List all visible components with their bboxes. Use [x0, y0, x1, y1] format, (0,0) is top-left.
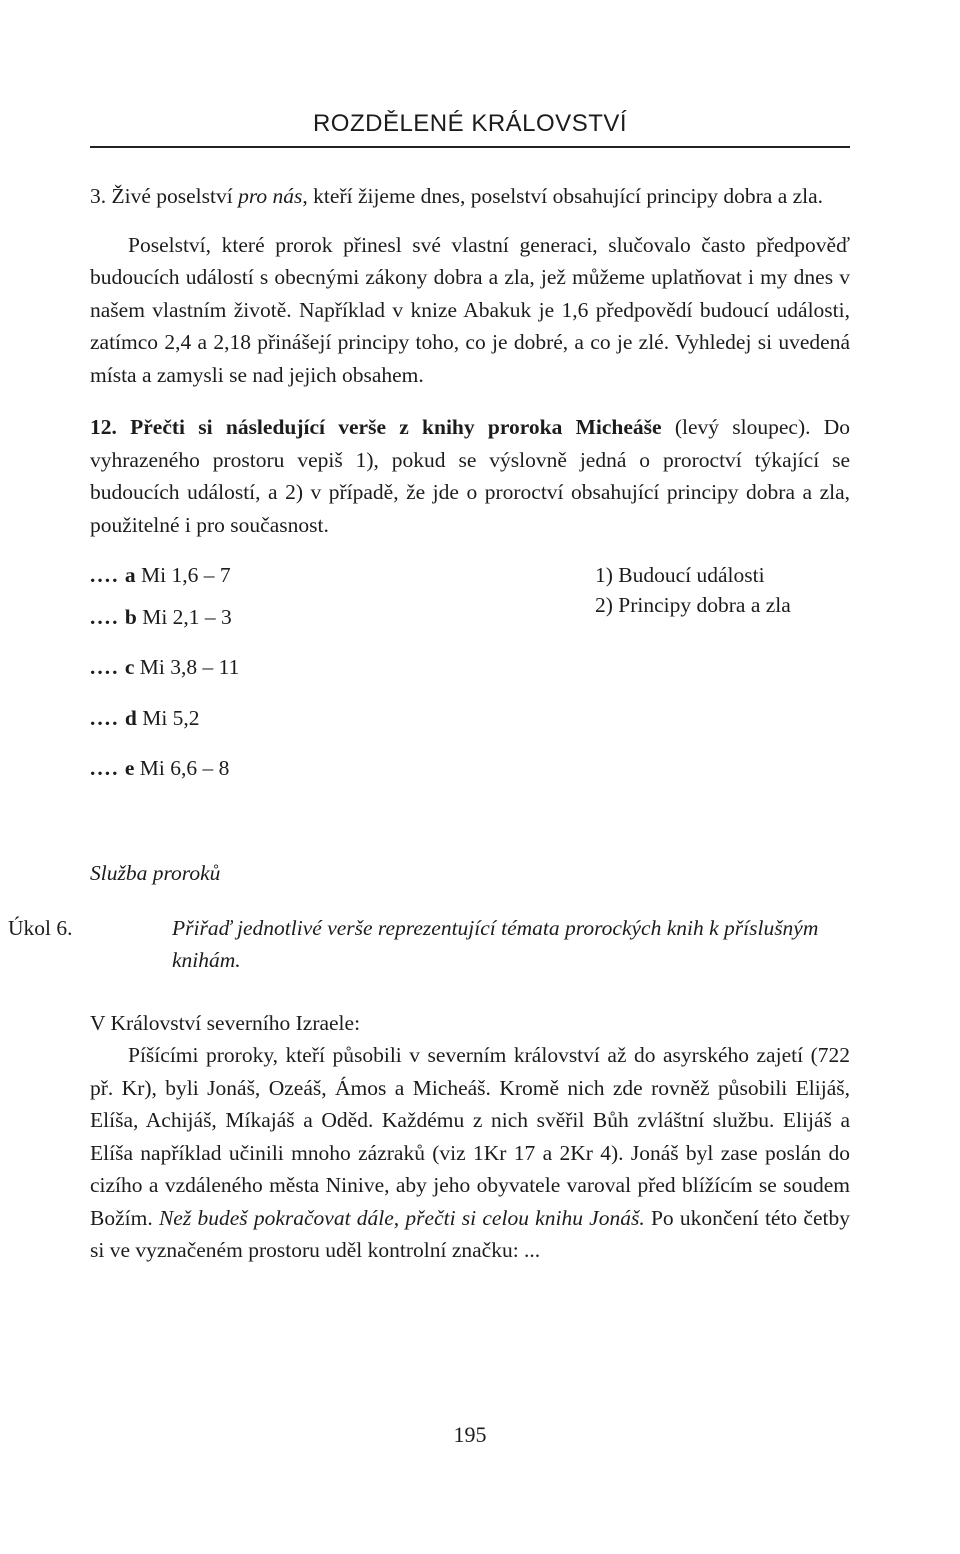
north-paragraph: [90, 1039, 850, 1267]
verse-letter: b: [124, 605, 137, 629]
verse-list: [90, 559, 850, 809]
verse-letter: c: [124, 655, 135, 679]
document-page: [8, 0, 851, 1554]
answer-blank-c[interactable]: ....: [90, 655, 120, 679]
legend-item-2: 2) Principy dobra a zla: [595, 593, 791, 617]
legend-item-1: 1) Budoucí události: [595, 563, 765, 587]
header-rule: [90, 146, 850, 148]
answer-blank-a[interactable]: ....: [90, 563, 120, 587]
section-title: Služba proroků: [90, 861, 221, 885]
verse-ref: Mi 3,8 – 11: [139, 655, 240, 679]
point-3-prefix: 3. Živé poselství: [90, 184, 239, 208]
task-6-text: Přiřaď jednotlivé verše reprezentující témata prorockých knih k příslušným knihám.: [172, 915, 819, 972]
verse-item-e: [90, 752, 229, 785]
exercise-12-rest: (levý sloupec). Do vyhrazeného prostoru vepiš 1), pokud se výslovně jedná o proroctví týkající se budoucích událostí, a 2) v případě, že jde o proroctví obsahující principy dobra a zla, použitelné i pro současnost.: [90, 415, 851, 537]
verse-item-c: [90, 651, 239, 684]
verse-ref: Mi 2,1 – 3: [142, 605, 232, 629]
north-paragraph-b: Po ukončení této četby si ve vyznačeném prostoru uděl kontrolní značku: ...: [90, 1205, 850, 1262]
verse-ref: Mi 5,2: [142, 706, 200, 730]
answer-blank-e[interactable]: ....: [90, 756, 120, 780]
point-3-suffix: , kteří žijeme dnes, poselství obsahující principy dobra a zla.: [302, 184, 824, 208]
verse-item-b: [90, 601, 232, 634]
verse-letter: a: [124, 563, 136, 587]
paragraph-1: Poselství, které prorok přinesl své vlastní generaci, slučovalo často předpověď budoucích událostí s obecnými zákony dobra a zla, jež můžeme uplatňovat i my dnes v našem vlastním životě. Například v knize Abakuk je 1,6 předpovědí budoucí události, zatímco 2,4 a 2,18 přinášejí principy toho, co je dobré, a co je zlé. Vyhledej si uvedená místa a zamysli se nad jejich obsahem.: [90, 232, 850, 387]
point-3-emphasis: pro nás: [238, 184, 303, 208]
verse-letter: d: [124, 706, 137, 730]
verse-letter: e: [124, 756, 135, 780]
task-6-label: Úkol 6.: [8, 915, 73, 940]
north-paragraph-a: Píšícími proroky, kteří působili v severním království až do asyrského zajetí (722 př. Kr), byli Jonáš, Ozeáš, Ámos a Micheáš. Kromě nich zde rovněž působili Elijáš, Elíša, Achijáš, Míkajáš a Oděd. Každému z nich svěřil Bůh zvláštní službu. Elijáš a Elíša například učinili mnoho zázraků (viz 1Kr 17 a 2Kr 4). Jonáš byl zase poslán do cizího a vzdáleného města Ninive, aby jeho obyvatele varoval před blížícím se soudem Božím.: [90, 1043, 850, 1230]
north-heading: V Království severního Izraele:: [90, 1010, 361, 1035]
north-paragraph-emphasis: Než budeš pokračovat dále, přečti si celou knihu Jonáš.: [158, 1205, 645, 1230]
verse-item-a: [90, 559, 231, 592]
page-body: [8, 180, 851, 1267]
task-6: [8, 912, 850, 977]
point-3: [90, 180, 850, 213]
exercise-12-number: 12.: [90, 415, 117, 439]
running-header: ROZDĚLENÉ KRÁLOVSTVÍ: [312, 110, 628, 137]
exercise-12-instruction: Přečti si následující verše z knihy proroka Micheáše: [130, 415, 662, 439]
verse-ref: Mi 1,6 – 7: [141, 563, 231, 587]
answer-blank-d[interactable]: ....: [90, 706, 120, 730]
exercise-12: [90, 411, 850, 541]
verse-ref: Mi 6,6 – 8: [139, 756, 230, 780]
verse-item-d: [90, 702, 200, 735]
page-number: 195: [453, 1422, 487, 1447]
answer-blank-b[interactable]: ....: [90, 605, 120, 629]
